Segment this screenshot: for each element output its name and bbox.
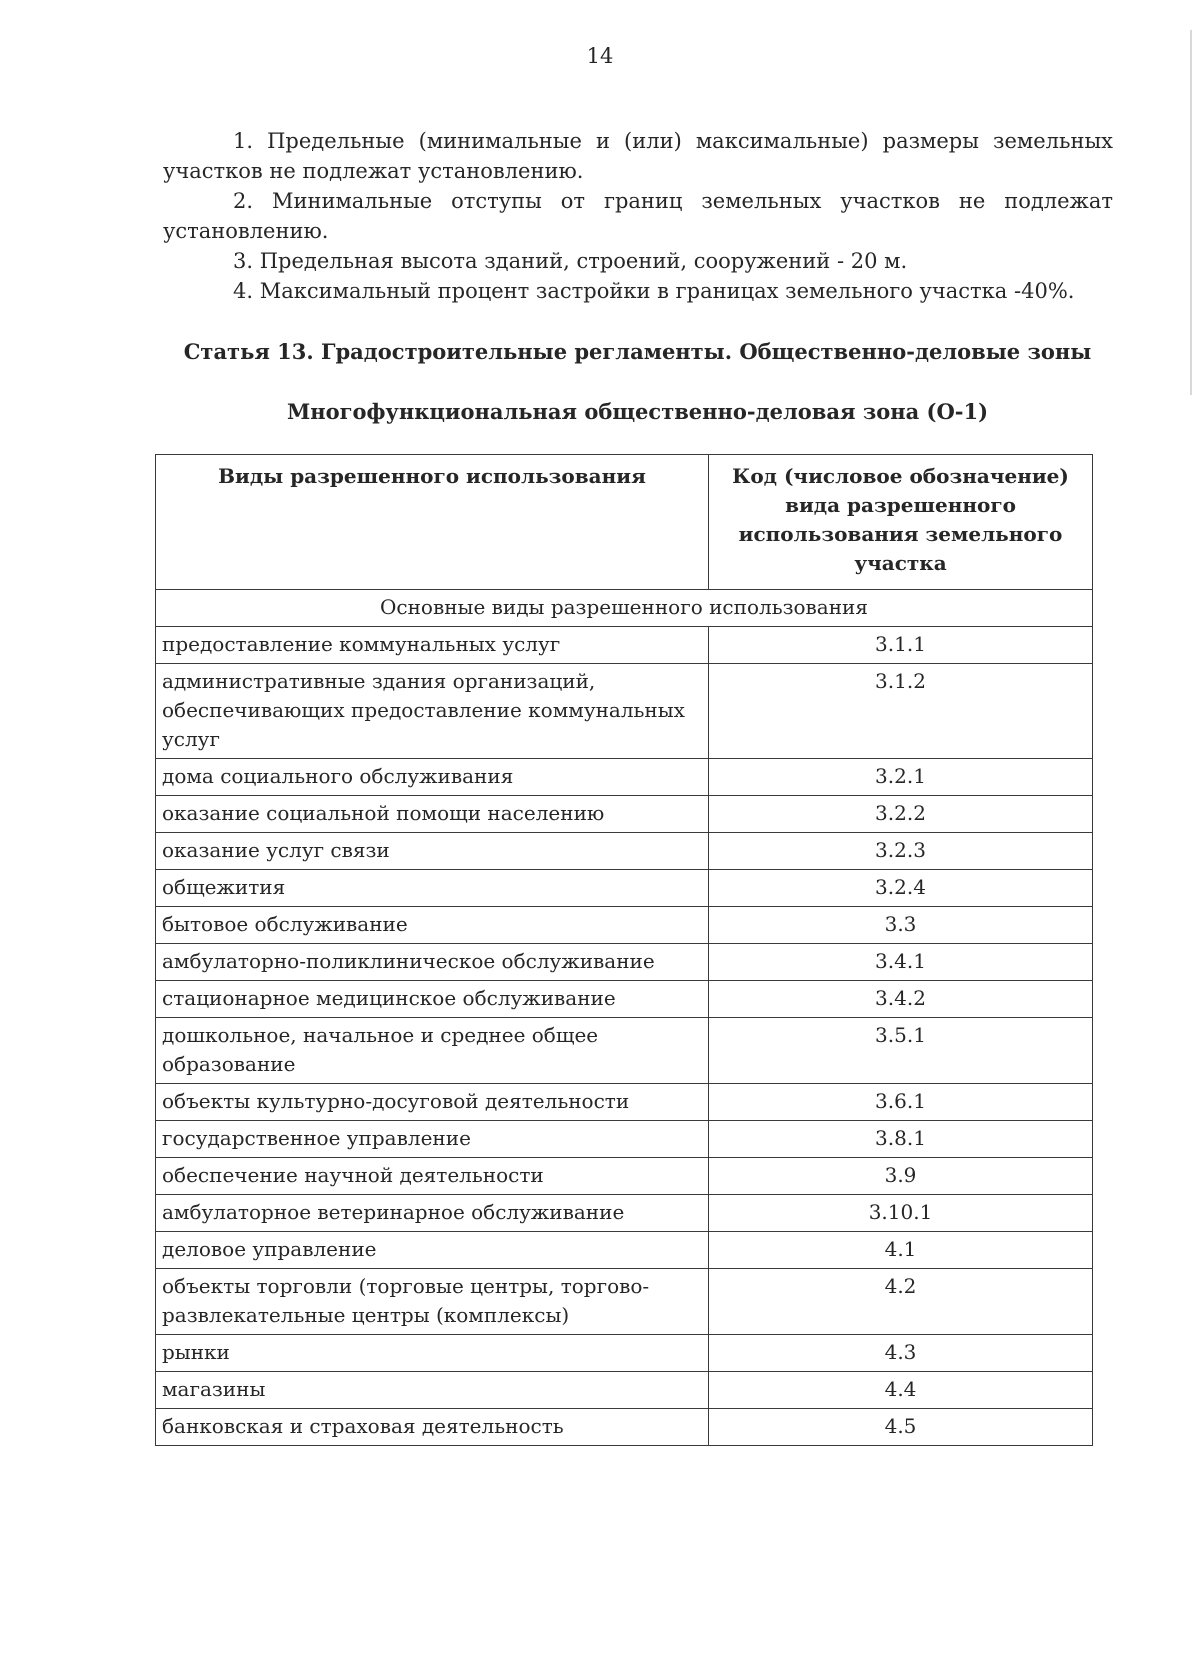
table-row <box>156 1195 1093 1232</box>
use-code-cell: 3.1.1 <box>709 627 1093 664</box>
table-body <box>156 590 1093 1446</box>
use-code-cell: 3.2.2 <box>709 796 1093 833</box>
table-row <box>156 1335 1093 1372</box>
use-code-cell: 3.2.4 <box>709 870 1093 907</box>
use-code-cell: 3.9 <box>709 1158 1093 1195</box>
table-row <box>156 796 1093 833</box>
page-number: 14 <box>586 44 614 68</box>
table-row <box>156 1372 1093 1409</box>
header-use-type: Виды разрешенного использования <box>156 455 709 590</box>
table-row <box>156 664 1093 759</box>
header-use-code: Код (числовое обозначение) вида разрешенного использования земельного участка <box>709 455 1093 590</box>
use-code-cell: 3.2.1 <box>709 759 1093 796</box>
table-row <box>156 981 1093 1018</box>
table-row <box>156 627 1093 664</box>
paragraph-list <box>163 126 1113 306</box>
permitted-use-table <box>155 454 1093 1446</box>
use-type-cell: амбулаторно-поликлиническое обслуживание <box>156 944 709 981</box>
table-header-row <box>156 455 1093 590</box>
table-row <box>156 1269 1093 1335</box>
use-code-cell: 3.2.3 <box>709 833 1093 870</box>
use-type-cell: предоставление коммунальных услуг <box>156 627 709 664</box>
use-type-cell: дома социального обслуживания <box>156 759 709 796</box>
zone-heading: Многофункциональная общественно-деловая зона (О-1) <box>286 399 989 424</box>
use-type-cell: общежития <box>156 870 709 907</box>
use-type-cell: оказание услуг связи <box>156 833 709 870</box>
paragraph: 2. Минимальные отступы от границ земельных участков не подлежат установлению. <box>163 189 1113 243</box>
use-code-cell: 3.3 <box>709 907 1093 944</box>
use-type-cell: государственное управление <box>156 1121 709 1158</box>
use-type-cell: амбулаторное ветеринарное обслуживание <box>156 1195 709 1232</box>
table-row <box>156 870 1093 907</box>
use-code-cell: 4.5 <box>709 1409 1093 1446</box>
paragraph: 3. Предельная высота зданий, строений, сооружений - 20 м. <box>233 249 908 273</box>
table-row <box>156 1409 1093 1446</box>
use-code-cell: 3.6.1 <box>709 1084 1093 1121</box>
use-type-cell: оказание социальной помощи населению <box>156 796 709 833</box>
table-row <box>156 759 1093 796</box>
use-type-cell: рынки <box>156 1335 709 1372</box>
use-code-cell: 3.4.1 <box>709 944 1093 981</box>
use-type-cell: административные здания организаций, обеспечивающих предоставление коммунальных услуг <box>156 664 709 759</box>
use-code-cell: 4.2 <box>709 1269 1093 1335</box>
section-row <box>156 590 1093 627</box>
table-row <box>156 1084 1093 1121</box>
use-code-cell: 3.5.1 <box>709 1018 1093 1084</box>
article-heading: Статья 13. Градостроительные регламенты. Общественно-деловые зоны <box>183 339 1092 364</box>
table-row <box>156 833 1093 870</box>
table-row <box>156 1018 1093 1084</box>
use-code-cell: 4.3 <box>709 1335 1093 1372</box>
use-type-cell: бытовое обслуживание <box>156 907 709 944</box>
use-code-cell: 3.10.1 <box>709 1195 1093 1232</box>
table-row <box>156 907 1093 944</box>
use-code-cell: 4.4 <box>709 1372 1093 1409</box>
use-type-cell: деловое управление <box>156 1232 709 1269</box>
use-type-cell: объекты культурно-досуговой деятельности <box>156 1084 709 1121</box>
paragraph: 1. Предельные (минимальные и (или) максимальные) размеры земельных участков не подлежат установлению. <box>163 129 1113 183</box>
use-code-cell: 3.4.2 <box>709 981 1093 1018</box>
use-type-cell: магазины <box>156 1372 709 1409</box>
use-type-cell: стационарное медицинское обслуживание <box>156 981 709 1018</box>
section-title: Основные виды разрешенного использования <box>156 590 1093 627</box>
paragraph: 4. Максимальный процент застройки в границах земельного участка -40%. <box>233 279 1075 303</box>
use-code-cell: 4.1 <box>709 1232 1093 1269</box>
table-row <box>156 1121 1093 1158</box>
use-type-cell: банковская и страховая деятельность <box>156 1409 709 1446</box>
use-code-cell: 3.1.2 <box>709 664 1093 759</box>
table-row <box>156 944 1093 981</box>
table-row <box>156 1158 1093 1195</box>
use-code-cell: 3.8.1 <box>709 1121 1093 1158</box>
scan-edge-mark <box>1190 30 1192 395</box>
table-row <box>156 1232 1093 1269</box>
use-type-cell: обеспечение научной деятельности <box>156 1158 709 1195</box>
use-type-cell: объекты торговли (торговые центры, торгово-развлекательные центры (комплексы) <box>156 1269 709 1335</box>
use-type-cell: дошкольное, начальное и среднее общее образование <box>156 1018 709 1084</box>
